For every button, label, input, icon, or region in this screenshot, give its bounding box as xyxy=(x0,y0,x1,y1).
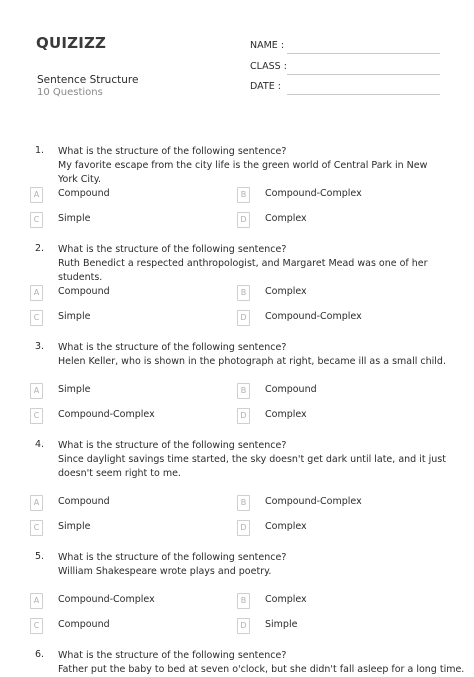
question-prompt: What is the structure of the following sentence? xyxy=(58,552,287,563)
question-prompt: What is the structure of the following sentence? xyxy=(58,342,287,353)
class-label: CLASS : xyxy=(250,61,287,72)
name-line xyxy=(287,53,440,54)
option-letter: B xyxy=(237,383,250,399)
question-text xyxy=(58,551,448,579)
option-letter: C xyxy=(30,520,43,536)
date-field[interactable] xyxy=(250,81,440,95)
question-text xyxy=(58,649,465,677)
question-text xyxy=(58,145,448,187)
option-letter: A xyxy=(30,495,43,511)
option-text: Complex xyxy=(265,213,307,224)
option-text: Compound xyxy=(265,384,317,395)
option-letter: C xyxy=(30,212,43,228)
option-text: Compound-Complex xyxy=(265,496,362,507)
question-sentence: Since daylight savings time started, the sky doesn't get dark until late, and it just doesn't seem right to me. xyxy=(58,454,446,479)
option-letter: B xyxy=(237,593,250,609)
option-text: Compound-Complex xyxy=(265,311,362,322)
question-prompt: What is the structure of the following sentence? xyxy=(58,650,287,661)
option-letter: D xyxy=(237,310,250,326)
question-prompt: What is the structure of the following sentence? xyxy=(58,244,287,255)
option-text: Simple xyxy=(265,619,298,630)
name-label: NAME : xyxy=(250,40,285,51)
question-sentence: Helen Keller, who is shown in the photograph at right, became ill as a small child. xyxy=(58,356,446,367)
option-text: Compound xyxy=(58,496,110,507)
option-text: Complex xyxy=(265,594,307,605)
question-text xyxy=(58,439,448,481)
question-text xyxy=(58,341,448,369)
question-number: 3. xyxy=(35,341,45,352)
option-letter: A xyxy=(30,383,43,399)
option-text: Compound xyxy=(58,286,110,297)
option-text: Simple xyxy=(58,384,91,395)
name-field[interactable] xyxy=(250,40,440,54)
option-text: Compound-Complex xyxy=(58,409,155,420)
option-letter: C xyxy=(30,408,43,424)
option-text: Compound-Complex xyxy=(265,188,362,199)
option-letter: C xyxy=(30,310,43,326)
option-text: Complex xyxy=(265,286,307,297)
question-number: 4. xyxy=(35,439,45,450)
question-count: 10 Questions xyxy=(37,87,103,98)
worksheet-title: Sentence Structure xyxy=(37,74,139,86)
question-sentence: William Shakespeare wrote plays and poetry. xyxy=(58,566,272,577)
question-sentence: Ruth Benedict a respected anthropologist, and Margaret Mead was one of her students. xyxy=(58,258,428,283)
question-prompt: What is the structure of the following sentence? xyxy=(58,440,287,451)
option-text: Complex xyxy=(265,521,307,532)
option-text: Compound xyxy=(58,188,110,199)
question-sentence: Father put the baby to bed at seven o'clock, but she didn't fall asleep for a long time. xyxy=(58,664,465,675)
question-number: 2. xyxy=(35,243,45,254)
option-letter: B xyxy=(237,285,250,301)
question-number: 6. xyxy=(35,649,45,660)
option-letter: D xyxy=(237,212,250,228)
option-letter: A xyxy=(30,187,43,203)
question-text xyxy=(58,243,448,285)
option-letter: D xyxy=(237,408,250,424)
option-letter: D xyxy=(237,520,250,536)
option-letter: A xyxy=(30,285,43,301)
option-letter: C xyxy=(30,618,43,634)
option-letter: B xyxy=(237,187,250,203)
option-text: Simple xyxy=(58,521,91,532)
option-text: Compound xyxy=(58,619,110,630)
date-label: DATE : xyxy=(250,81,281,92)
option-letter: B xyxy=(237,495,250,511)
class-line xyxy=(287,74,440,75)
option-letter: D xyxy=(237,618,250,634)
question-number: 5. xyxy=(35,551,45,562)
option-text: Simple xyxy=(58,311,91,322)
option-text: Complex xyxy=(265,409,307,420)
question-prompt: What is the structure of the following sentence? xyxy=(58,146,287,157)
option-text: Simple xyxy=(58,213,91,224)
date-line xyxy=(287,94,440,95)
question-sentence: My favorite escape from the city life is the green world of Central Park in New York City. xyxy=(58,160,428,185)
option-text: Compound-Complex xyxy=(58,594,155,605)
question-number: 1. xyxy=(35,145,45,156)
class-field[interactable] xyxy=(250,61,440,75)
quizizz-logo: QUIZIZZ xyxy=(36,34,107,52)
option-letter: A xyxy=(30,593,43,609)
